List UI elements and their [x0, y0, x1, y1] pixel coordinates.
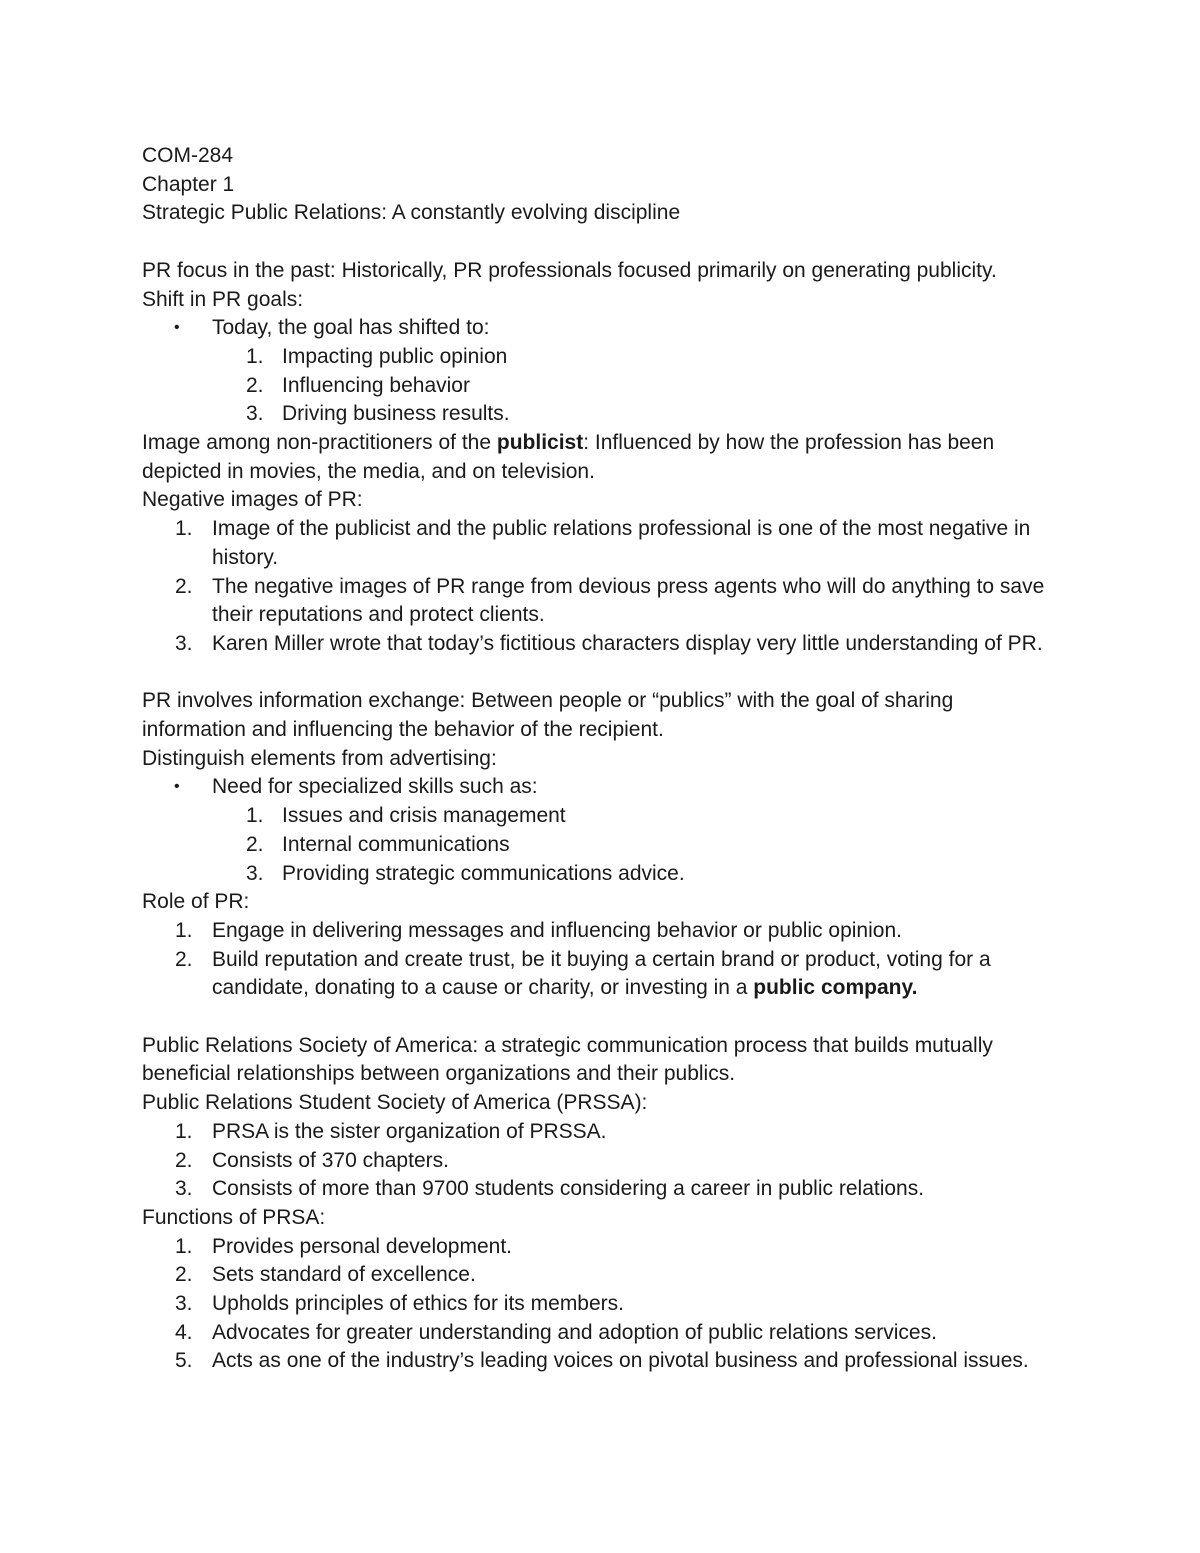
course-code: COM-284	[142, 144, 234, 167]
prsa-definition-paragraph: Public Relations Society of America: a strategic communication process that builds mutually beneficial relationships between organizations and their publics.	[142, 1033, 993, 1086]
list-item	[142, 1233, 1062, 1262]
list-number: 2.	[175, 1148, 193, 1172]
list-number: 2.	[246, 832, 264, 856]
list-number: 4.	[175, 1320, 193, 1344]
list-item-text	[212, 946, 1062, 1003]
list-item	[142, 400, 1082, 429]
list-item-text: Consists of 370 chapters.	[212, 1148, 449, 1172]
shift-bullet-list	[142, 314, 1082, 343]
list-number: 2.	[175, 574, 193, 598]
list-number: 1.	[175, 517, 193, 541]
list-number: 2.	[175, 1263, 193, 1287]
negative-heading: Negative images of PR:	[142, 488, 363, 512]
public-company-term: public company.	[753, 976, 918, 1000]
list-item-text: Internal communications	[282, 832, 510, 856]
skills-bullet-text: Need for specialized skills such as:	[212, 775, 538, 799]
image-text-start: Image among non-practitioners of the	[142, 431, 497, 455]
list-item	[142, 515, 1062, 572]
list-item-text: Influencing behavior	[282, 373, 470, 397]
list-item-text: Advocates for greater understanding and adoption of public relations services.	[212, 1320, 937, 1344]
list-item	[142, 630, 1062, 659]
list-item-text: Impacting public opinion	[282, 344, 508, 368]
list-item	[142, 1261, 1062, 1290]
list-item-text: PRSA is the sister organization of PRSSA.	[212, 1119, 607, 1143]
list-item	[142, 946, 1062, 1003]
shift-goals-list	[142, 343, 1082, 429]
prssa-list	[142, 1118, 1062, 1204]
list-item-text: Upholds principles of ethics for its members.	[212, 1292, 624, 1316]
list-item	[142, 1175, 1062, 1204]
list-item-text: Sets standard of excellence.	[212, 1263, 476, 1287]
list-item-text: Engage in delivering messages and influencing behavior or public opinion.	[212, 918, 902, 942]
chapter-title: Strategic Public Relations: A constantly evolving discipline	[142, 201, 681, 225]
list-number: 3.	[246, 861, 264, 885]
bullet-marker: •	[174, 778, 180, 796]
list-item-text: Image of the publicist and the public relations professional is one of the most negative in history.	[212, 517, 1031, 569]
list-item-text: Provides personal development.	[212, 1234, 513, 1258]
list-item	[142, 831, 1082, 860]
list-item-text: Karen Miller wrote that today’s fictitious characters display very little understanding of PR.	[212, 631, 1043, 655]
list-item	[142, 1347, 1062, 1376]
image-paragraph	[142, 429, 1042, 486]
list-item	[142, 1118, 1062, 1147]
list-item	[142, 1147, 1062, 1176]
negative-images-list	[142, 515, 1062, 659]
list-number: 1.	[246, 804, 264, 828]
list-item	[142, 860, 1082, 889]
publicist-term: publicist	[496, 431, 584, 455]
list-number: 2.	[175, 947, 193, 971]
list-item	[142, 573, 1062, 630]
list-item	[142, 372, 1082, 401]
document-page	[142, 142, 1082, 1376]
blank-line	[142, 1003, 1082, 1032]
shift-bullet-text: Today, the goal has shifted to:	[212, 316, 490, 340]
list-item	[142, 314, 1082, 343]
list-item	[142, 917, 1062, 946]
list-item-text: Providing strategic communications advice.	[282, 861, 685, 885]
role-heading: Role of PR:	[142, 890, 250, 914]
functions-heading: Functions of PRSA:	[142, 1205, 326, 1229]
skills-list	[142, 802, 1082, 888]
list-item-text: Acts as one of the industry’s leading voices on pivotal business and professional issues.	[212, 1349, 1029, 1373]
list-item-text: Issues and crisis management	[282, 804, 566, 828]
list-number: 3.	[175, 1177, 193, 1201]
list-item	[142, 1319, 1062, 1348]
bullet-marker: •	[174, 319, 180, 337]
image-text-end: : Influenced by how the profession has been depicted in movies, the media, and on television.	[142, 431, 995, 483]
pr-focus-paragraph: PR focus in the past: Historically, PR professionals focused primarily on generating publicity.	[142, 258, 997, 282]
list-number: 3.	[246, 402, 264, 426]
distinguish-heading: Distinguish elements from advertising:	[142, 746, 497, 770]
list-item	[142, 802, 1082, 831]
chapter-label: Chapter 1	[142, 172, 235, 196]
info-exchange-paragraph: PR involves information exchange: Between people or “publics” with the goal of sharing information and influencing the behavior of the recipient.	[142, 689, 954, 742]
shift-heading: Shift in PR goals:	[142, 287, 304, 311]
list-number: 5.	[175, 1349, 193, 1373]
list-number: 3.	[175, 1292, 193, 1316]
prssa-heading: Public Relations Student Society of America (PRSSA):	[142, 1091, 648, 1115]
list-number: 2.	[246, 373, 264, 397]
list-number: 1.	[175, 1119, 193, 1143]
list-item-text: The negative images of PR range from devious press agents who will do anything to save their reputations and protect clients.	[212, 574, 1045, 627]
functions-list	[142, 1233, 1062, 1377]
blank-line	[142, 228, 1082, 257]
list-item-text: Consists of more than 9700 students considering a career in public relations.	[212, 1177, 925, 1201]
list-item-text: Driving business results.	[282, 402, 510, 426]
list-number: 1.	[246, 344, 264, 368]
list-number: 3.	[175, 631, 193, 655]
list-item	[142, 1290, 1062, 1319]
role-item2-text: Build reputation and create trust, be it buying a certain brand or product, voting for a candidate, donating to a cause or charity, or investing in a	[212, 947, 991, 1000]
list-item	[142, 343, 1082, 372]
list-item	[142, 773, 1082, 802]
list-number: 1.	[175, 918, 193, 942]
role-list	[142, 917, 1062, 1003]
skills-bullet-list	[142, 773, 1082, 802]
blank-line	[142, 659, 1082, 688]
list-number: 1.	[175, 1234, 193, 1258]
